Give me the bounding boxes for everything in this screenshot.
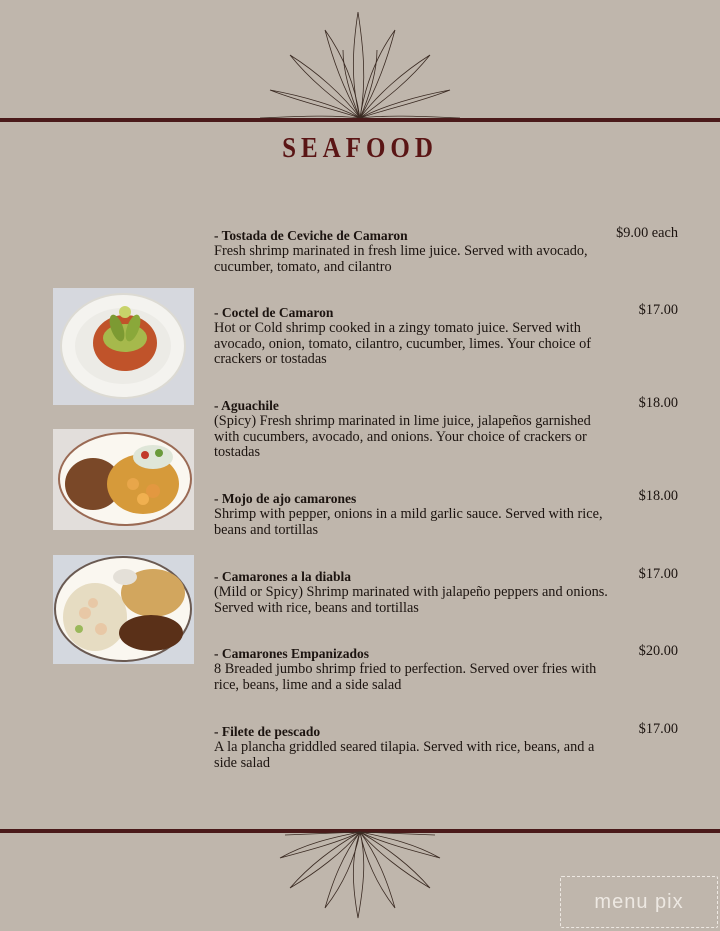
item-description: A la plancha griddled seared tilapia. Served with rice, beans, and a side salad	[214, 739, 595, 771]
photo-coctel	[53, 429, 194, 530]
item-description: Fresh shrimp marinated in fresh lime juice. Served with avocado, cucumber, tomato, and cilantro	[214, 243, 588, 275]
menu-item	[214, 302, 684, 368]
item-name: - Filete de pescado	[214, 724, 321, 739]
agave-ornament-icon	[255, 10, 465, 122]
item-name: - Camarones Empanizados	[214, 646, 370, 661]
item-name: - Mojo de ajo camarones	[214, 491, 357, 506]
item-description: Hot or Cold shrimp cooked in a zingy tomato juice. Served with avocado, onion, tomato, cilantro, cucumber, limes. Your choice of crackers or tostadas	[214, 320, 592, 367]
item-name: - Camarones a la diabla	[214, 569, 352, 584]
item-price: $17.00	[638, 302, 678, 318]
item-price: $18.00	[638, 395, 678, 411]
menu-item	[214, 395, 684, 461]
section-title: SEAFOOD	[282, 133, 438, 164]
item-price: $20.00	[638, 643, 678, 659]
menu-item	[214, 721, 684, 771]
menu-item	[214, 488, 684, 538]
item-price: $18.00	[638, 488, 678, 504]
menu-item	[214, 566, 684, 616]
item-name: - Aguachile	[214, 398, 279, 413]
item-name: - Coctel de Camaron	[214, 305, 334, 320]
item-price: $17.00	[638, 721, 678, 737]
item-description: 8 Breaded jumbo shrimp fried to perfection. Served over fries with rice, beans, lime and a side salad	[214, 661, 597, 693]
photo-diabla	[53, 555, 194, 664]
menu-item	[214, 225, 684, 275]
top-divider	[0, 118, 720, 122]
watermark: menu pix	[560, 876, 718, 928]
item-description: (Spicy) Fresh shrimp marinated in lime juice, jalapeños garnished with cucumbers, avocado, and onions. Your choice of crackers or tostadas	[214, 413, 591, 460]
photo-tostada	[53, 288, 194, 405]
menu-item	[214, 643, 684, 693]
item-description: (Mild or Spicy) Shrimp marinated with jalapeño peppers and onions. Served with rice, beans and tortillas	[214, 584, 608, 616]
agave-ornament-icon	[255, 830, 465, 920]
item-description: Shrimp with pepper, onions in a mild garlic sauce. Served with rice, beans and tortillas	[214, 506, 603, 538]
item-price: $9.00 each	[616, 225, 678, 241]
item-price: $17.00	[638, 566, 678, 582]
item-name: - Tostada de Ceviche de Camaron	[214, 228, 408, 243]
